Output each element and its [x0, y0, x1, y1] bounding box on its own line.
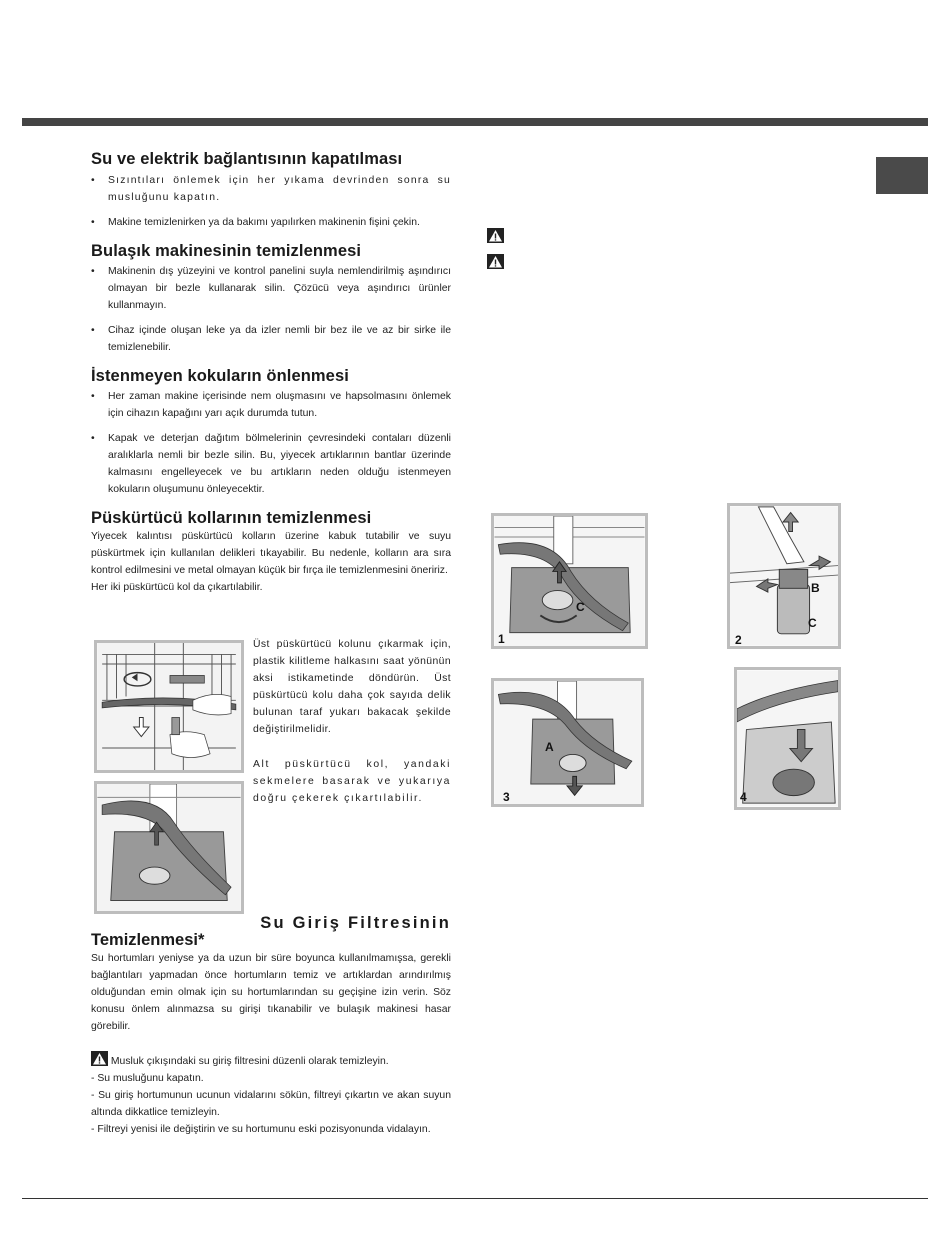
paragraph: Her iki püskürtücü kol da çıkartılabilir. — [91, 582, 263, 593]
figure-4 — [734, 667, 841, 810]
figure-2 — [727, 503, 841, 649]
warning-text: Musluk çıkışındaki su giriş filtresini düzenli olarak temizleyin. — [110, 1056, 389, 1067]
warning-note — [91, 1051, 451, 1070]
list-item: • Kapak ve deterjan dağıtım bölmelerinin çevresindeki contaları düzenli aralıklarla nemli bir bezle silin. Bu, yiyecek artıklarının bantlar üzerinde kalmasını engelleyecek ve bu artıkların neden olduğu istenmeyen kokuların oluşumunu önleyecektir. — [91, 430, 451, 498]
list-item: • Cihaz içinde oluşan leke ya da izler nemli bir bez ile ve az bir sirke ile temizlenebilir. — [91, 322, 451, 356]
top-rule — [22, 118, 928, 126]
step: - Su musluğunu kapatın. — [91, 1073, 204, 1084]
section-title: Temizlenmesi* — [91, 931, 205, 949]
figure-callout: B — [811, 581, 820, 595]
bullet-list — [91, 388, 451, 498]
figure-number: 1 — [498, 632, 505, 646]
list-item: • Makine temizlenirken ya da bakımı yapılırken makinenin fişini çekin. — [91, 214, 451, 231]
bullet-list — [91, 172, 451, 231]
figure-callout: C — [576, 600, 585, 614]
warning-triangle-icon — [487, 254, 504, 269]
warning-triangle-icon — [91, 1051, 108, 1066]
bottom-rule — [22, 1198, 928, 1199]
upper-arm-text: Üst püskürtücü kolunu çıkarmak için, plastik kilitleme halkasını saat yönünün aksi istikametinde döndürün. Üst püskürtücü kolu daha çok sayıda delik bulunan taraf yukarı bakacak şekilde değiştirilmelidir. — [253, 639, 451, 735]
section-title: Su ve elektrik bağlantısının kapatılması — [91, 150, 403, 168]
warning-triangle-icon — [487, 228, 504, 243]
paragraph: Yiyecek kalıntısı püskürtücü kolların üzerine kabuk tutabilir ve suyu püskürtmek için kullanılan delikleri tıkayabilir. Bu nedenle, kolların ara sıra kontrol edilmesini ve metal olmayan küçük bir fırça ile temizlenmesini öneririz. — [91, 531, 451, 576]
step: - Su giriş hortumunun ucunun vidalarını sökün, filtreyi çıkartın ve akan suyun altında dikkatlice temizleyin. — [91, 1090, 451, 1118]
section-title: Su Giriş Filtresinin — [260, 914, 451, 932]
section-title: Püskürtücü kollarının temizlenmesi — [91, 509, 372, 527]
left-column — [91, 150, 451, 596]
lower-arm-text: Alt püskürtücü kol, yandaki sekmelere basarak ve yukarıya doğru çekerek çıkartılabilir. — [253, 759, 451, 804]
figure-callout: C — [808, 616, 817, 630]
bullet-list — [91, 263, 451, 356]
step: - Filtreyi yenisi ile değiştirin ve su hortumunu eski pozisyonunda vidalayın. — [91, 1124, 431, 1135]
section-title: Bulaşık makinesinin temizlenmesi — [91, 242, 362, 260]
language-tab — [876, 157, 928, 194]
list-item: • Sızıntıları önlemek için her yıkama devrinden sonra su musluğunu kapatın. — [91, 172, 451, 206]
list-item: • Her zaman makine içerisinde nem oluşmasını ve hapsolmasını önlemek için cihazın kapağını yarı açık durumda tutun. — [91, 388, 451, 422]
list-item: • Makinenin dış yüzeyini ve kontrol panelini suyla nemlendirilmiş aşındırıcı olmayan bir bezle kullanarak silin. Çözücü veya aşındırıcı ürünler kullanmayın. — [91, 263, 451, 314]
figure-upper-spray-arm — [94, 640, 244, 773]
figure-3 — [491, 678, 644, 807]
figure-number: 2 — [735, 633, 742, 647]
figure-1 — [491, 513, 648, 649]
figure-number: 4 — [740, 790, 747, 804]
figure-callout: A — [545, 740, 554, 754]
section-title: İstenmeyen kokuların önlenmesi — [91, 367, 349, 385]
figure-number: 3 — [503, 790, 510, 804]
figure-lower-spray-arm — [94, 781, 244, 914]
paragraph: Su hortumları yeniyse ya da uzun bir süre boyunca kullanılmamışsa, gerekli bağlantıları yapmadan önce hortumların temiz ve artıklardan arındırılmış olduğundan emin olmak için su hortumlarından su geçişine izin verin. Söz konusu önlem alınmazsa su girişi tıkanabilir ve bulaşık makinesi hasar görebilir. — [91, 953, 451, 1032]
